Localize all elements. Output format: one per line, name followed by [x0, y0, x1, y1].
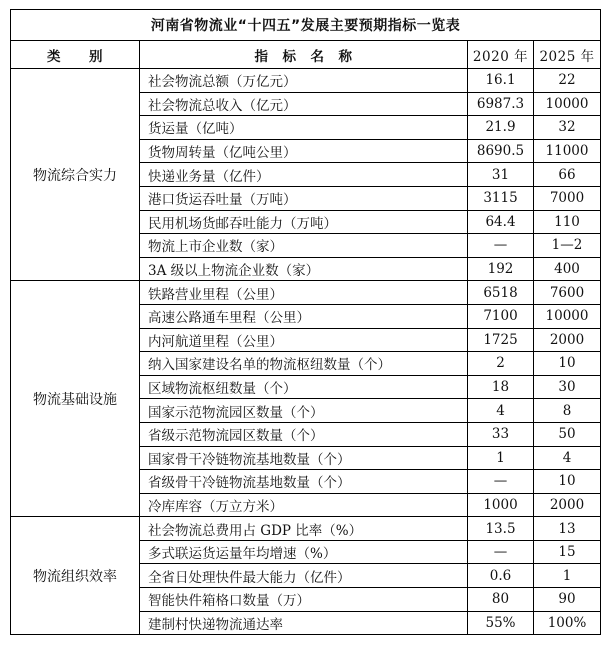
value-2020-cell: 6987.3 — [468, 92, 534, 116]
value-2020-cell: 55% — [468, 611, 534, 635]
value-2020-cell: 3115 — [468, 186, 534, 210]
value-2020-cell: 8690.5 — [468, 139, 534, 163]
indicator-cell: 货运量（亿吨） — [140, 116, 468, 140]
value-2020-cell: 31 — [468, 163, 534, 187]
value-2025-cell: 10 — [534, 470, 601, 494]
value-2020-cell: 4 — [468, 399, 534, 423]
table-row — [11, 69, 601, 93]
indicator-cell: 社会物流总费用占 GDP 比率（%） — [140, 517, 468, 541]
value-2020-cell: 7100 — [468, 304, 534, 328]
indicator-cell: 物流上市企业数（家） — [140, 234, 468, 258]
indicator-cell: 社会物流总收入（亿元） — [140, 92, 468, 116]
value-2025-cell: 13 — [534, 517, 601, 541]
category-cell: 物流基础设施 — [11, 281, 140, 517]
value-2020-cell: 192 — [468, 257, 534, 281]
indicator-cell: 快递业务量（亿件） — [140, 163, 468, 187]
value-2020-cell: 0.6 — [468, 564, 534, 588]
value-2020-cell: — — [468, 470, 534, 494]
value-2025-cell: 32 — [534, 116, 601, 140]
value-2025-cell: 7000 — [534, 186, 601, 210]
indicator-cell: 纳入国家建设名单的物流枢纽数量（个） — [140, 352, 468, 376]
indicator-cell: 智能快件箱格口数量（万） — [140, 588, 468, 612]
value-2025-cell: 10000 — [534, 304, 601, 328]
value-2020-cell: 2 — [468, 352, 534, 376]
value-2025-cell: 22 — [534, 69, 601, 93]
indicator-cell: 内河航道里程（公里） — [140, 328, 468, 352]
value-2020-cell: 1000 — [468, 493, 534, 517]
header-indicator: 指 标 名 称 — [140, 41, 468, 69]
value-2025-cell: 400 — [534, 257, 601, 281]
value-2020-cell: — — [468, 540, 534, 564]
value-2020-cell: 80 — [468, 588, 534, 612]
value-2025-cell: 110 — [534, 210, 601, 234]
header-2020: 2020 年 — [468, 41, 534, 69]
indicator-cell: 国家骨干冷链物流基地数量（个） — [140, 446, 468, 470]
indicator-cell: 民用机场货邮吞吐能力（万吨） — [140, 210, 468, 234]
indicator-cell: 全省日处理快件最大能力（亿件） — [140, 564, 468, 588]
value-2020-cell: 18 — [468, 375, 534, 399]
table-row — [11, 517, 601, 541]
indicator-cell: 社会物流总额（万亿元） — [140, 69, 468, 93]
indicator-cell: 省级示范物流园区数量（个） — [140, 422, 468, 446]
indicator-cell: 货物周转量（亿吨公里） — [140, 139, 468, 163]
value-2025-cell: 50 — [534, 422, 601, 446]
category-cell: 物流综合实力 — [11, 69, 140, 281]
value-2020-cell: 33 — [468, 422, 534, 446]
value-2025-cell: 66 — [534, 163, 601, 187]
value-2020-cell: 6518 — [468, 281, 534, 305]
indicator-cell: 国家示范物流园区数量（个） — [140, 399, 468, 423]
value-2025-cell: 4 — [534, 446, 601, 470]
value-2020-cell: 1 — [468, 446, 534, 470]
value-2025-cell: 2000 — [534, 328, 601, 352]
value-2020-cell: 13.5 — [468, 517, 534, 541]
value-2025-cell: 1 — [534, 564, 601, 588]
value-2025-cell: 90 — [534, 588, 601, 612]
table-title: 河南省物流业“十四五”发展主要预期指标一览表 — [11, 10, 601, 41]
table-row — [11, 281, 601, 305]
value-2020-cell: 1725 — [468, 328, 534, 352]
indicator-cell: 铁路营业里程（公里） — [140, 281, 468, 305]
indicator-cell: 省级骨干冷链物流基地数量（个） — [140, 470, 468, 494]
value-2020-cell: — — [468, 234, 534, 258]
value-2025-cell: 8 — [534, 399, 601, 423]
value-2025-cell: 100% — [534, 611, 601, 635]
indicator-cell: 3A 级以上物流企业数（家） — [140, 257, 468, 281]
indicator-cell: 高速公路通车里程（公里） — [140, 304, 468, 328]
value-2025-cell: 10000 — [534, 92, 601, 116]
header-category: 类 别 — [11, 41, 140, 69]
value-2025-cell: 7600 — [534, 281, 601, 305]
indicator-cell: 建制村快递物流通达率 — [140, 611, 468, 635]
category-cell: 物流组织效率 — [11, 517, 140, 635]
value-2020-cell: 64.4 — [468, 210, 534, 234]
value-2025-cell: 10 — [534, 352, 601, 376]
value-2025-cell: 1—2 — [534, 234, 601, 258]
value-2025-cell: 2000 — [534, 493, 601, 517]
indicator-cell: 多式联运货运量年均增速（%） — [140, 540, 468, 564]
value-2025-cell: 30 — [534, 375, 601, 399]
value-2025-cell: 11000 — [534, 139, 601, 163]
indicator-cell: 冷库库容（万立方米） — [140, 493, 468, 517]
title-row — [11, 10, 601, 41]
value-2025-cell: 15 — [534, 540, 601, 564]
table-body — [11, 69, 601, 635]
indicator-cell: 港口货运吞吐量（万吨） — [140, 186, 468, 210]
header-row — [11, 41, 601, 69]
header-2025: 2025 年 — [534, 41, 601, 69]
indicator-table-container — [10, 9, 600, 635]
indicator-cell: 区域物流枢纽数量（个） — [140, 375, 468, 399]
indicator-table — [10, 9, 601, 635]
value-2020-cell: 21.9 — [468, 116, 534, 140]
value-2020-cell: 16.1 — [468, 69, 534, 93]
